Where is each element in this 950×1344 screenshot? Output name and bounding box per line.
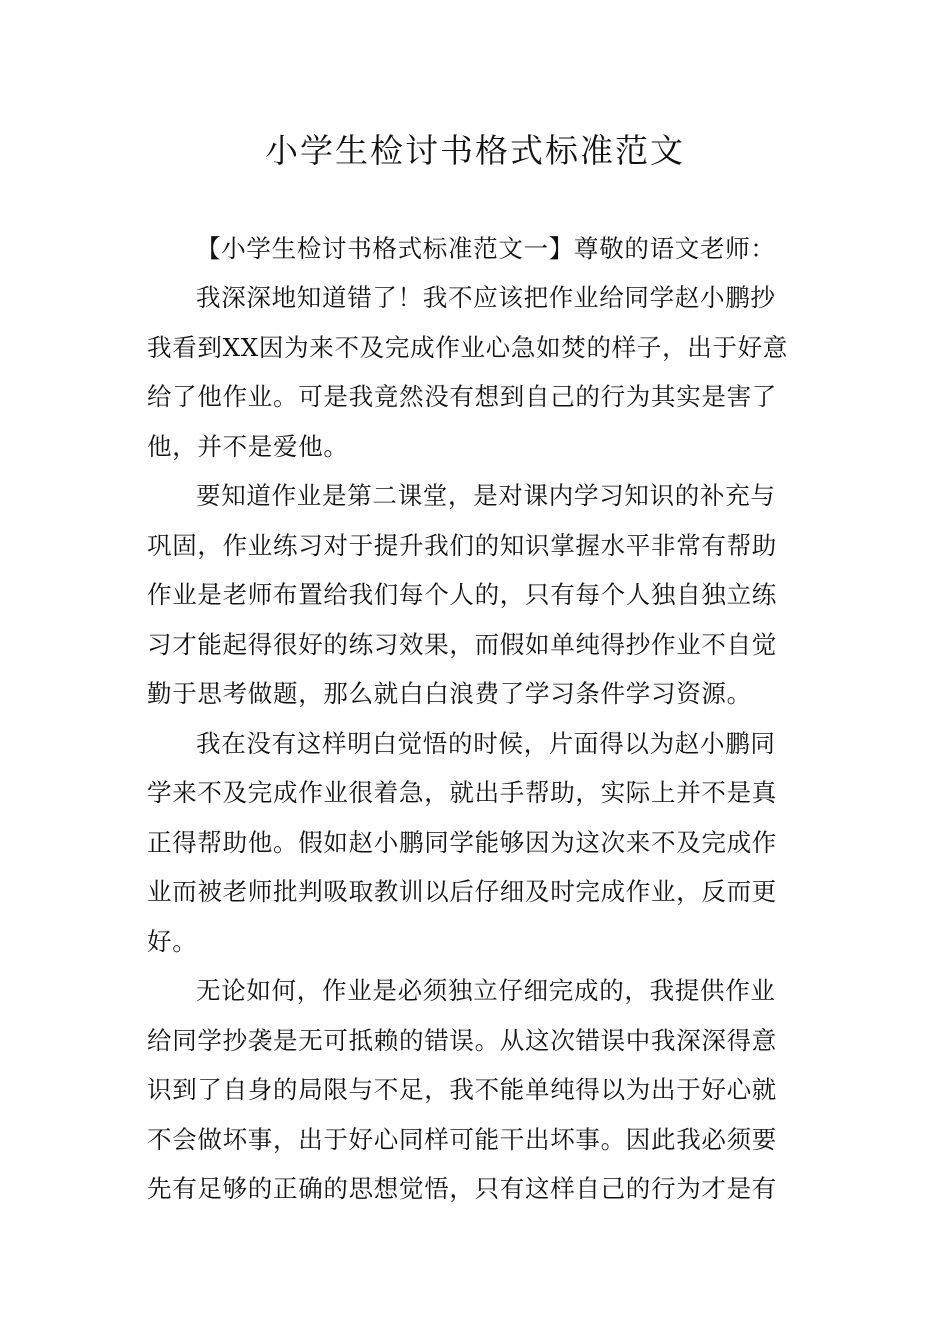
document-title: 小学生检讨书格式标准范文 xyxy=(265,131,685,170)
text-line: 要知道作业是第二课堂，是对课内学习知识的补充与 xyxy=(196,481,776,510)
text-line: 正得帮助他。假如赵小鹏同学能够因为这次来不及完成作 xyxy=(147,828,777,857)
text-line: 不会做坏事，出于好心同样可能干出坏事。因此我必须要 xyxy=(147,1125,777,1154)
text-line: 先有足够的正确的思想觉悟，只有这样自己的行为才是有 xyxy=(147,1174,777,1203)
text-line: 给了他作业。可是我竟然没有想到自己的行为其实是害了 xyxy=(147,382,777,411)
text-line: 给同学抄袭是无可抵赖的错误。从这次错误中我深深得意 xyxy=(147,1026,777,1055)
text-line: 他，并不是爱他。 xyxy=(147,432,349,461)
text-line: 作业是老师布置给我们每个人的，只有每个人独自独立练 xyxy=(147,580,777,609)
text-line: 我深深地知道错了！我不应该把作业给同学赵小鹏抄 xyxy=(196,283,776,312)
text-line: 巩固，作业练习对于提升我们的知识掌握水平非常有帮助 xyxy=(147,531,777,560)
text-line: 勤于思考做题，那么就白白浪费了学习条件学习资源。 xyxy=(147,679,752,708)
text-line: 业而被老师批判吸取教训以后仔细及时完成作业，反而更 xyxy=(147,877,777,906)
text-line: 识到了自身的局限与不足，我不能单纯得以为出于好心就 xyxy=(147,1075,777,1104)
text-line: 学来不及完成作业很着急，就出手帮助，实际上并不是真 xyxy=(147,778,777,807)
text-line: 我在没有这样明白觉悟的时候，片面得以为赵小鹏同 xyxy=(196,729,776,758)
text-line: 【小学生检讨书格式标准范文一】尊敬的语文老师： xyxy=(196,234,776,263)
text-line: 我看到XX因为来不及完成作业心急如焚的样子，出于好意 xyxy=(147,333,789,362)
text-line: 习才能起得很好的练习效果，而假如单纯得抄作业不自觉 xyxy=(147,630,777,659)
text-line: 无论如何，作业是必须独立仔细完成的，我提供作业 xyxy=(196,976,776,1005)
text-line: 好。 xyxy=(147,927,198,956)
